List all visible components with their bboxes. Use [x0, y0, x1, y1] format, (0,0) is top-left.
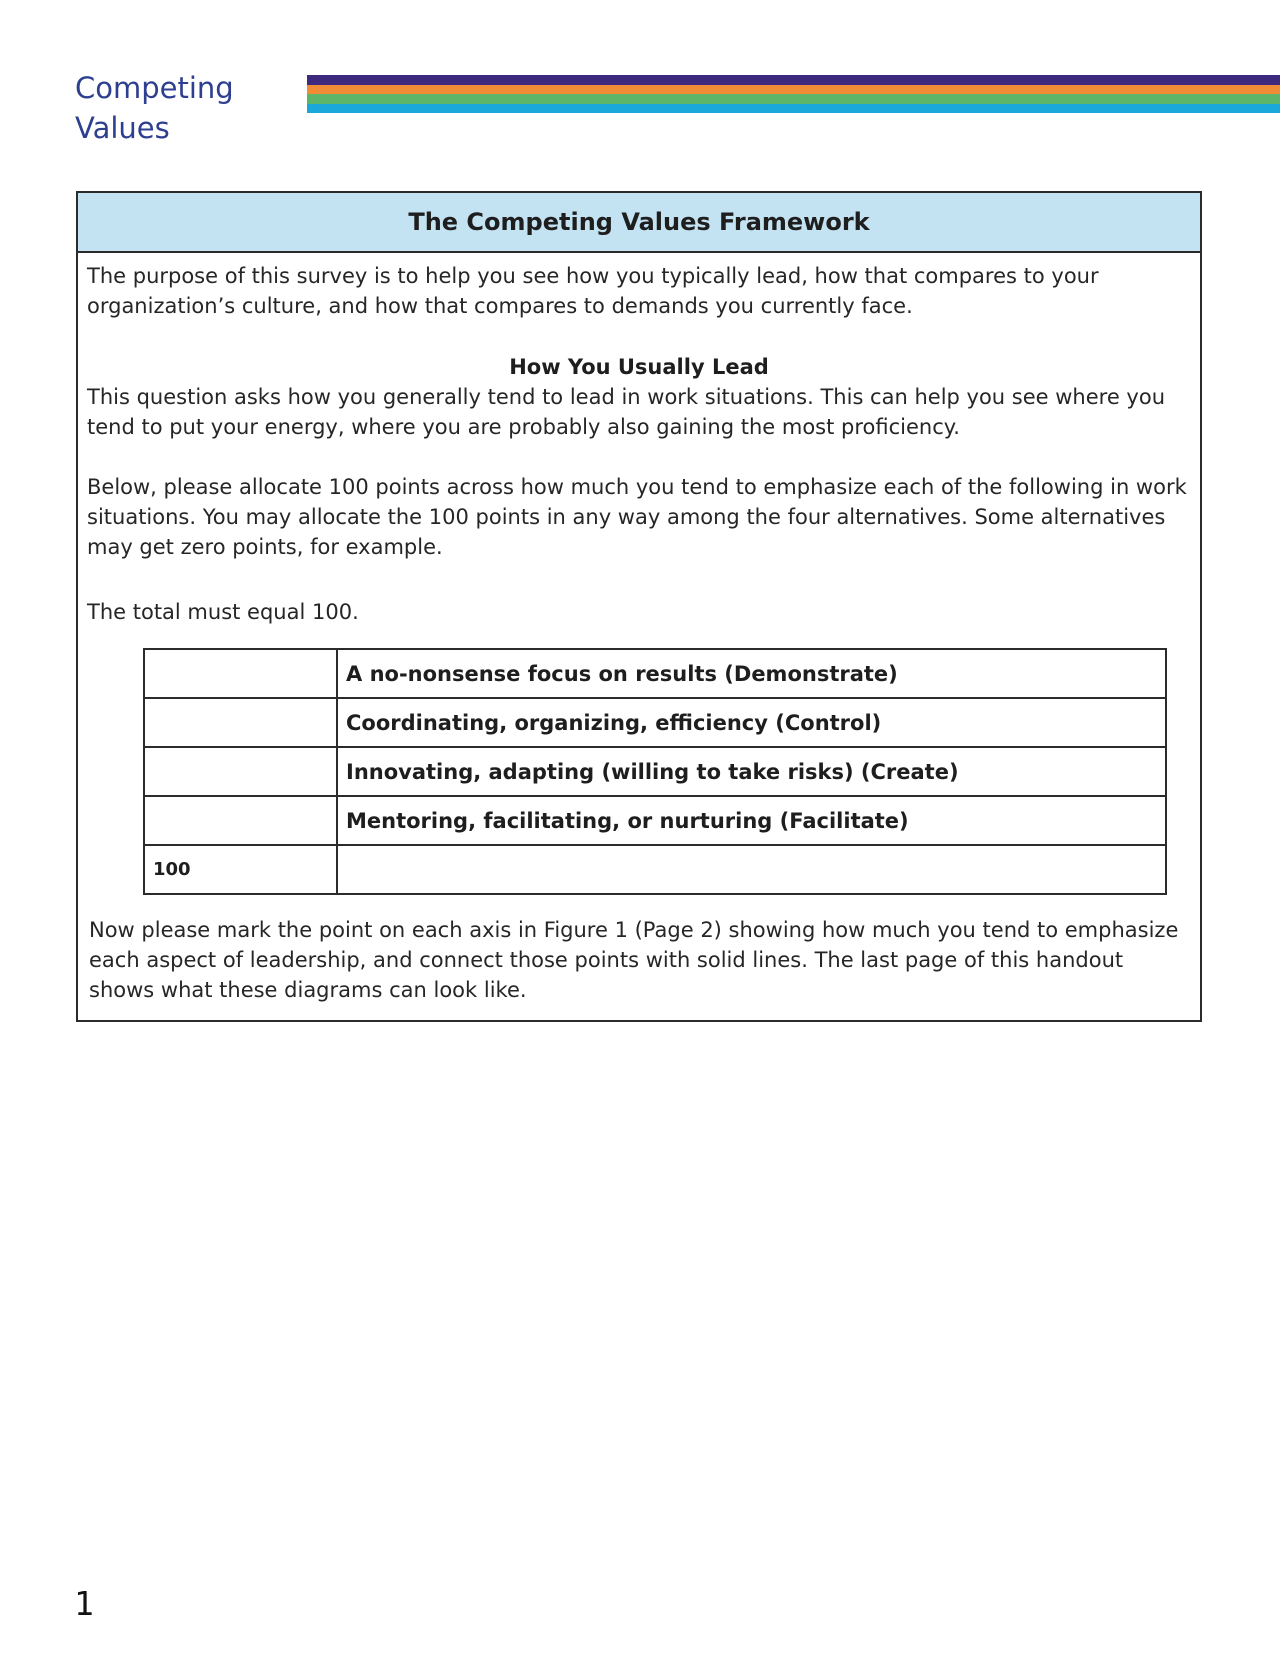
- points-cell[interactable]: [144, 649, 337, 698]
- stripe-purple: [307, 75, 1280, 85]
- brand-line-1: Competing: [75, 71, 234, 105]
- total-note: The total must equal 100.: [87, 600, 359, 624]
- allocate-instructions: Below, please allocate 100 points across how much you tend to emphasize each of the following in work situations. You may allocate the 100 points in any way among the four alternatives. Some alternatives may get zero points, for example.: [87, 475, 1187, 559]
- table-row: [144, 747, 1166, 796]
- table-row: [144, 698, 1166, 747]
- allocation-table: [143, 648, 1167, 895]
- box-title: The Competing Values Framework: [78, 193, 1200, 253]
- points-cell[interactable]: [144, 796, 337, 845]
- brand-line-2: Values: [75, 111, 170, 145]
- stripe-green: [307, 94, 1280, 104]
- brand-title: [75, 68, 234, 148]
- points-cell[interactable]: [144, 747, 337, 796]
- table-row-total: [144, 845, 1166, 894]
- header-color-stripes: [307, 75, 1280, 113]
- stripe-orange: [307, 85, 1280, 95]
- points-cell[interactable]: [144, 698, 337, 747]
- followup-paragraph: Now please mark the point on each axis in Figure 1 (Page 2) showing how much you tend to emphasize each aspect of leadership, and connect those points with solid lines. The last page of this handout shows what these diagrams can look like.: [89, 918, 1179, 1002]
- page-number: 1: [74, 1584, 94, 1623]
- table-row: [144, 796, 1166, 845]
- framework-box: [76, 191, 1202, 1022]
- table-row: [144, 649, 1166, 698]
- stripe-blue: [307, 104, 1280, 114]
- total-points-cell: 100: [144, 845, 337, 894]
- alternative-label: A no-nonsense focus on results (Demonstrate): [337, 649, 1166, 698]
- total-label-cell: [337, 845, 1166, 894]
- intro-paragraph: The purpose of this survey is to help you see how you typically lead, how that compares to your organization’s culture, and how that compares to demands you currently face.: [87, 264, 1099, 318]
- section-description: This question asks how you generally tend to lead in work situations. This can help you see where you tend to put your energy, where you are probably also gaining the most proficiency.: [87, 385, 1166, 439]
- alternative-label: Coordinating, organizing, efficiency (Control): [337, 698, 1166, 747]
- alternative-label: Mentoring, facilitating, or nurturing (Facilitate): [337, 796, 1166, 845]
- section-heading: How You Usually Lead: [509, 355, 769, 379]
- alternative-label: Innovating, adapting (willing to take risks) (Create): [337, 747, 1166, 796]
